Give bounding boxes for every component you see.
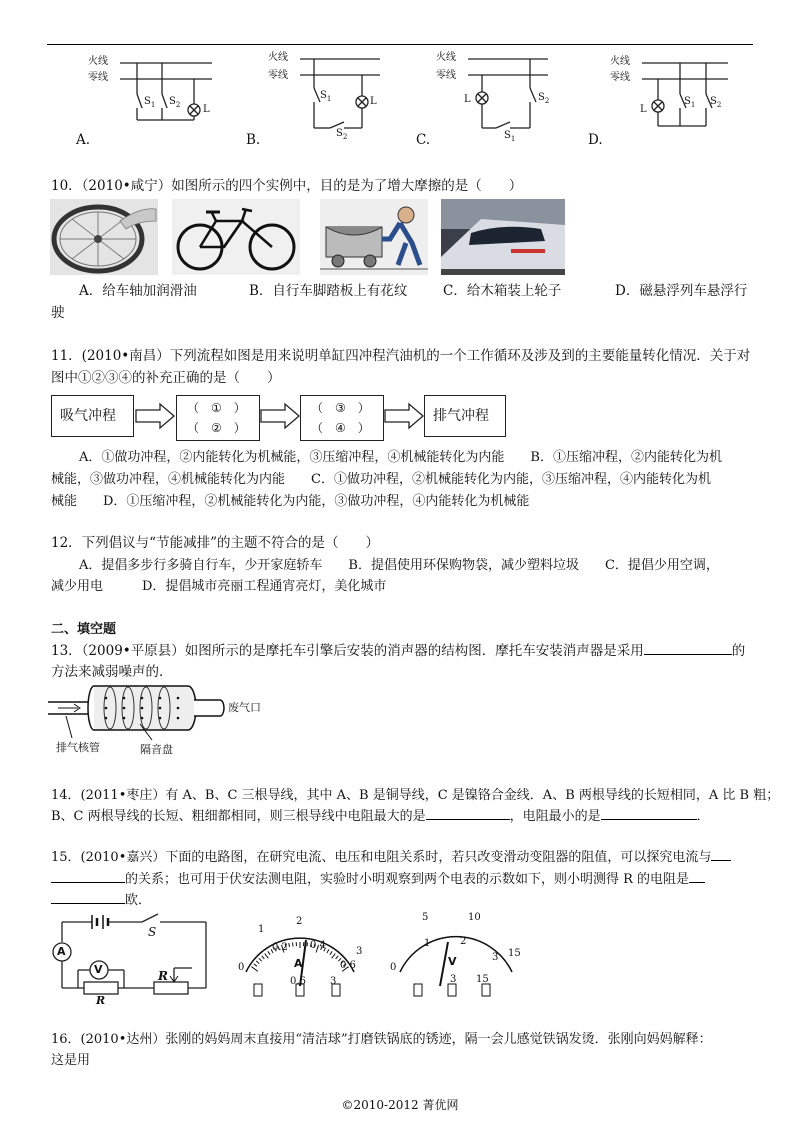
flow-box-12: （ ① ） （ ② ） — [176, 395, 260, 441]
dial-tick — [330, 951, 332, 954]
resistor-label: R — [96, 994, 106, 1007]
s2-label: $S_2$ — [710, 96, 722, 109]
q10-option-b: B．自行车脚踏板上有花纹 — [249, 283, 408, 299]
zero-line-label: 零线 — [268, 70, 288, 81]
q16-line1: 16．(2010•达州）张刚的妈妈周末直接用“清洁球”打磨铁锅底的锈迹，隔一会儿感觉铁锅发烫．张刚向妈妈解释： — [51, 1032, 712, 1047]
s2-label: $S_2$ — [169, 96, 181, 109]
flow-arrow-3 — [383, 402, 425, 430]
q10-option-d: D．磁悬浮列车悬浮行 — [615, 283, 748, 299]
dial-tick — [262, 956, 265, 959]
q12-options-line1: A．提倡多步行多骑自行车，少开家庭轿车 B．提倡使用环保购物袋，减少塑料垃圾 C．提倡少用空调， — [79, 558, 719, 573]
voltmeter-inner-3: 3 — [492, 952, 499, 963]
zero-line-label: 零线 — [436, 70, 456, 81]
voltmeter-dial — [388, 912, 524, 1004]
flow-intake-box: 吸气冲程 — [51, 395, 134, 437]
ammeter-inner-3: 3 — [356, 946, 363, 957]
circuit-d — [610, 48, 740, 148]
dial-tick — [289, 943, 290, 947]
q9-option-d: D. — [588, 132, 603, 148]
ammeter-tick-0: 0 — [238, 962, 245, 973]
q11-options-line3: 械能 D．①压缩冲程，②机械能转化为内能，③做功冲程，④内能转化为机械能 — [51, 494, 530, 509]
fire-line-label: 火线 — [436, 52, 456, 63]
voltmeter-terminal-3: 3 — [450, 974, 457, 985]
dial-tick — [307, 943, 308, 947]
page-footer: ©2010-2012 菁优网 — [341, 1098, 459, 1112]
maglev-train-image — [441, 199, 565, 275]
q13-answer-blank[interactable] — [644, 654, 732, 655]
q15-answer-blank-2a[interactable] — [689, 882, 705, 883]
voltmeter-tick-2: 10 — [468, 912, 481, 923]
dial-tick — [336, 956, 339, 959]
circuit-a — [82, 48, 232, 148]
q10-option-a: A．给车轴加润滑油 — [79, 283, 197, 299]
zero-line-label: 零线 — [88, 72, 108, 83]
fire-line-label: 火线 — [610, 56, 630, 67]
exhaust-outlet-label: 废气口 — [228, 701, 261, 714]
q15-answer-blank-1b[interactable] — [51, 882, 125, 883]
q11-stem-line1: 11．(2010•南昌）下列流程如图是用来说明单缸四冲程汽油机的一个工作循环及涉及到的主要能量转化情况．关于对 — [51, 348, 751, 364]
ammeter-tick-2: 0.4 — [310, 940, 326, 951]
dial-tick — [332, 954, 336, 959]
ammeter-unit: A — [294, 957, 303, 970]
dial-tick — [327, 949, 329, 953]
q15-circuit — [50, 912, 218, 1007]
voltmeter-tick-0: 0 — [390, 962, 397, 973]
ammeter-tick-1: 0.2 — [272, 942, 288, 953]
dial-tick — [259, 958, 262, 961]
lamp-label: L — [640, 104, 647, 115]
voltmeter-tick-3: 15 — [508, 948, 521, 959]
q14-answer-blank-max[interactable] — [426, 819, 510, 820]
q16-line2: 这是用 — [51, 1053, 91, 1068]
circuit-b — [268, 48, 398, 148]
flow-arrow-1 — [134, 402, 176, 430]
q13-line2: 方法来减弱噪声的． — [51, 664, 173, 680]
s2-label: $S_2$ — [336, 128, 348, 141]
zero-line-label: 零线 — [610, 72, 630, 83]
switch-label: S — [148, 925, 157, 939]
sound-plate-label: 隔音盘 — [140, 743, 173, 756]
q11-options-line1: A．①做功冲程，②内能转化为机械能，③压缩冲程，④机械能转化为内能 B．①压缩冲程，②内能转化为机 — [79, 450, 722, 465]
lamp-label: L — [203, 104, 210, 115]
circuit-b-wires — [268, 48, 398, 148]
q11-stem-line2: 图中①②③④的补充正确的是（ ） — [51, 370, 281, 386]
section-title: 二、填空题 — [51, 622, 117, 637]
cart-image — [320, 199, 428, 275]
circuit-c — [436, 48, 566, 148]
q10-option-c: C．给木箱装上轮子 — [443, 283, 562, 299]
voltmeter-terminal-15: 15 — [476, 974, 489, 985]
ammeter-inner-1: 1 — [258, 924, 265, 935]
bicycle-image — [172, 199, 300, 275]
voltmeter-symbol: V — [94, 963, 103, 976]
ammeter-tick-3: 0.6 — [340, 960, 356, 971]
q14-answer-blank-min[interactable] — [601, 819, 697, 820]
q9-option-a: A. — [76, 132, 91, 148]
q14-line2: B、C 两根导线的长短、粗细都相同，则三根导线中电阻最大的是 ，电阻最小的是 ． — [51, 809, 710, 824]
flow-arrow-2 — [259, 402, 301, 430]
voltmeter-tick-1: 5 — [422, 912, 429, 923]
q10-stem: 10．（2010•咸宁）如图所示的四个实例中，目的是为了增大摩擦的是（ ） — [51, 178, 523, 194]
muffler-diagram — [48, 684, 268, 760]
q15-answer-blank-2b[interactable] — [51, 903, 125, 904]
voltmeter-unit: V — [448, 955, 457, 968]
lamp-label: L — [464, 94, 471, 105]
rheostat-label: R — [158, 969, 168, 983]
fire-line-label: 火线 — [268, 52, 288, 63]
lamp-label: L — [370, 96, 377, 107]
ammeter-terminal-3: 3 — [330, 976, 337, 987]
q9-option-c: C. — [416, 132, 431, 148]
wheel-image — [50, 199, 158, 275]
s1-label: $S_1$ — [144, 96, 156, 109]
voltmeter-inner-2: 2 — [460, 936, 467, 947]
voltmeter-inner-1: 1 — [424, 938, 431, 949]
q15-line3: 欧． — [51, 891, 151, 911]
q15-line2: 的关系；也可用于伏安法测电阻，实验时小明观察到两个电表的示数如下，则小明测得 R 的电阻是 — [51, 870, 705, 890]
q9-option-b: B. — [246, 132, 261, 148]
q15-answer-blank-1a[interactable] — [711, 860, 731, 861]
s2-label: $S_2$ — [538, 92, 550, 105]
q12-stem: 12．下列倡议与“节能减排”的主题不符合的是（ ） — [51, 535, 379, 551]
flow-box-34: （ ③ ） （ ④ ） — [300, 395, 384, 441]
ammeter-inner-2: 2 — [296, 916, 303, 927]
dial-tick — [268, 951, 270, 954]
q9-circuits — [0, 48, 800, 158]
q10-option-d-cont: 驶 — [51, 305, 65, 321]
q14-line1: 14．(2011•枣庄）有 A、B、C 三根导线，其中 A、B 是铜导线，C 是镍铬合金线．A、B 两根导线的长短相同，A 比 B 粗； — [51, 788, 780, 803]
header-rule — [47, 44, 753, 45]
dial-tick — [252, 967, 258, 972]
s1-label: $S_1$ — [504, 130, 516, 143]
dial-tick — [293, 943, 294, 947]
q12-options-line2: 减少用电 D．提倡城市亮丽工程通宵亮灯，美化城市 — [51, 579, 387, 594]
flow-exhaust-box: 排气冲程 — [424, 395, 506, 437]
circuit-a-wires — [82, 48, 232, 148]
ammeter-symbol: A — [57, 945, 66, 958]
ammeter-dial — [232, 914, 368, 1004]
ammeter-terminal-06: 0.6 — [290, 976, 306, 987]
q15-line1: 15．(2010•嘉兴）下面的电路图，在研究电流、电压和电阻关系时，若只改变滑动变阻器的阻值，可以探究电流与 — [51, 848, 731, 868]
q13-line1: 13．（2009•平原县）如图所示的是摩托车引擎后安装的消声器的结构图．摩托车安装消声器是采用 的 — [51, 643, 746, 659]
q11-options-line2: 械能，③做功冲程，④机械能转化为内能 C．①做功冲程，②机械能转化为内能，③压缩冲程，④内能转化为机 — [51, 472, 711, 487]
exhaust-pipe-label: 排气核管 — [56, 741, 100, 754]
s1-label: $S_1$ — [320, 90, 332, 103]
fire-line-label: 火线 — [88, 56, 108, 67]
dial-tick — [265, 954, 269, 959]
dial-tick — [254, 964, 257, 967]
s1-label: $S_1$ — [684, 96, 696, 109]
dial-tick — [256, 961, 259, 964]
